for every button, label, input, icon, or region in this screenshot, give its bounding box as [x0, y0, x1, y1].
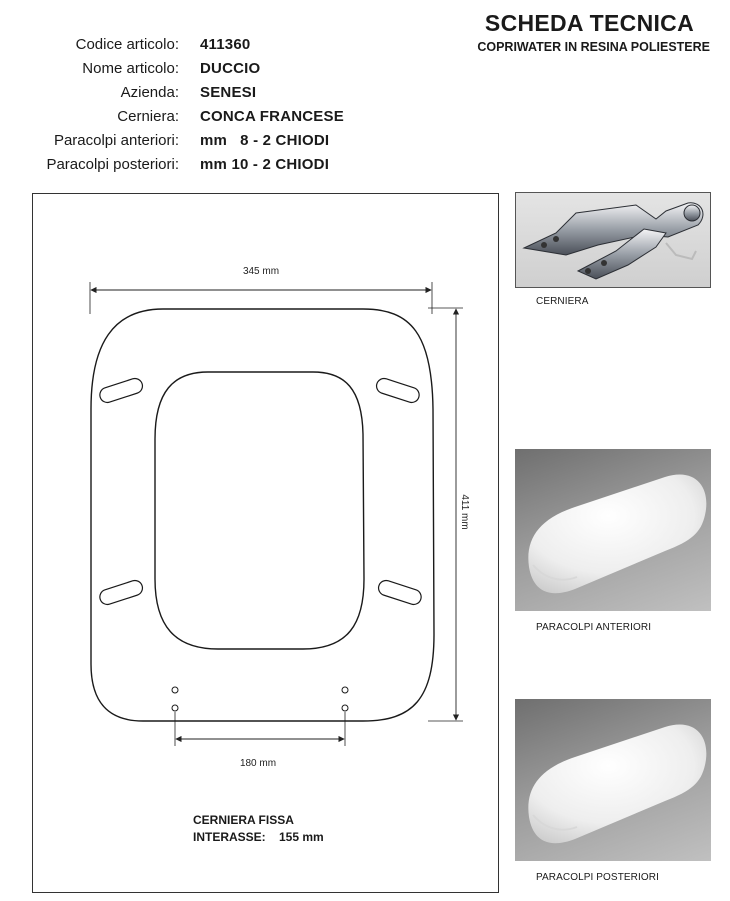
seat-inner-opening — [155, 372, 364, 649]
hinge-icon — [516, 193, 711, 288]
front-bumper-slot-right — [375, 377, 421, 405]
spec-label: Codice articolo: — [75, 36, 179, 53]
rear-bumper-slot-left — [98, 579, 144, 607]
hinge-note-line1: CERNIERA FISSA — [193, 813, 294, 827]
width-label: 345 mm — [242, 266, 280, 277]
rear-bumper-slot-right — [377, 579, 423, 607]
spec-value: mm 8 - 2 CHIODI — [200, 132, 330, 149]
spec-value: CONCA FRANCESE — [200, 108, 344, 125]
height-label: 411 mm — [459, 494, 470, 530]
hinge-hole — [172, 687, 178, 693]
spec-value: 411360 — [200, 36, 251, 53]
rear-bumper-photo — [515, 699, 711, 861]
hinge-caption: CERNIERA — [536, 296, 589, 307]
bumper-icon — [515, 699, 711, 861]
document-subtitle: COPRIWATER IN RESINA POLIESTERE — [477, 40, 710, 54]
hinge-photo — [515, 192, 711, 288]
spec-label: Nome articolo: — [82, 60, 179, 77]
technical-drawing-frame — [32, 193, 499, 893]
hinge-note-line2: INTERASSE: 155 mm — [193, 830, 324, 844]
spec-label: Paracolpi anteriori: — [53, 132, 179, 149]
front-bumper-caption: PARACOLPI ANTERIORI — [536, 622, 652, 633]
rear-bumper-caption: PARACOLPI POSTERIORI — [536, 872, 659, 883]
bumper-icon — [515, 449, 711, 611]
hinge-hole — [172, 705, 178, 711]
document-title: SCHEDA TECNICA — [484, 10, 694, 36]
spec-value: mm 10 - 2 CHIODI — [200, 156, 330, 173]
hinge-distance-label: 180 mm — [239, 758, 277, 769]
spec-label: Azienda: — [120, 84, 179, 101]
seat-outer-outline — [91, 309, 434, 721]
front-bumper-slot-left — [98, 377, 144, 405]
seat-outline-drawing — [33, 194, 500, 894]
hinge-hole — [342, 687, 348, 693]
front-bumper-photo — [515, 449, 711, 611]
hinge-hole — [342, 705, 348, 711]
spec-label: Cerniera: — [117, 108, 179, 125]
spec-value: DUCCIO — [200, 60, 261, 77]
spec-label: Paracolpi posteriori: — [46, 156, 179, 173]
spec-value: SENESI — [200, 84, 257, 101]
